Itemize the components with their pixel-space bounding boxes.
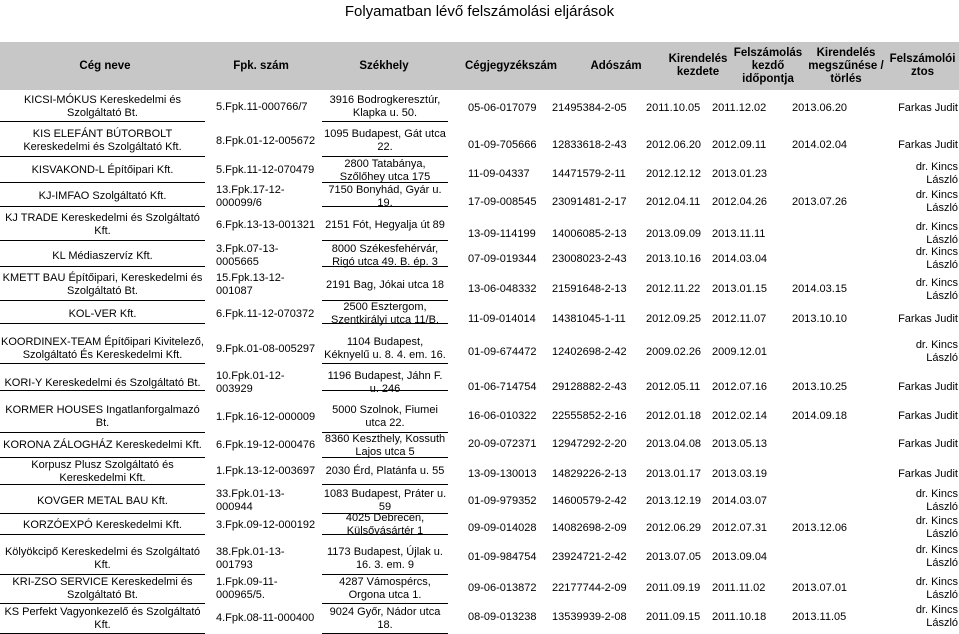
cell-km: 2014.03.15 — [792, 283, 848, 295]
cell-szek: 9024 Győr, Nádor utca 18. — [322, 604, 448, 634]
cell-fz: dr. Kincs László — [915, 189, 958, 214]
cell-cj: 08-09-013238 — [468, 610, 537, 623]
cell-kk: 2013.07.05 — [646, 550, 702, 563]
cell-cj: 13-09-130013 — [468, 468, 537, 480]
cell-cj: 16-06-010322 — [468, 409, 537, 422]
column-header-kk[interactable]: Kirendelés kezdete — [668, 53, 728, 78]
cell-ado: 14006085-2-13 — [552, 227, 627, 240]
cell-ado: 23091481-2-17 — [552, 195, 627, 208]
cell-kk: 2012.05.11 — [646, 380, 701, 393]
cell-ceg: KIS ELEFÁNT BÚTORBOLT Kereskedelmi és Szolgáltató Kft. — [0, 126, 205, 157]
cell-ado: 12947292-2-20 — [552, 437, 627, 450]
cell-fz: Farkas Judit — [898, 312, 958, 325]
cell-km — [792, 248, 852, 270]
cell-ceg: KJ TRADE Kereskedelmi és Szolgáltató Kft. — [0, 210, 205, 241]
cell-fki: 2009.12.01 — [712, 345, 768, 358]
cell-szek: 5000 Szolnok, Fiumei utca 22. — [322, 402, 448, 433]
cell-km — [792, 489, 852, 513]
cell-ceg: KOORDINEX-TEAM Építőipari Kivitelező, Szolgáltató És Kereskedelmi Kft. — [0, 335, 205, 364]
cell-szek: 8000 Székesfehérvár, Rigó utca 49. B. ép. 3 — [322, 246, 448, 267]
cell-kk: 2013.09.09 — [646, 227, 702, 240]
cell-fpk: 6.Fpk.11-12-070372 — [216, 307, 315, 320]
cell-fz: Farkas Judit — [898, 437, 958, 450]
cell-szek: 2151 Fót, Hegyalja út 89 — [322, 210, 448, 241]
cell-kk: 2013.12.19 — [646, 494, 702, 507]
cell-cj: 01-06-714754 — [468, 380, 537, 393]
cell-cj: 11-09-014014 — [468, 312, 536, 325]
cell-ado: 23924721-2-42 — [552, 550, 627, 563]
cell-km: 2013.11.05 — [792, 610, 847, 623]
cell-fki: 2013.11.11 — [712, 227, 766, 240]
page-title: Folyamatban lévő felszámolási eljárások — [344, 3, 615, 20]
cell-km — [792, 546, 852, 568]
cell-fki: 2012.09.11 — [712, 138, 767, 151]
cell-szek: 2500 Esztergom, Szentkirályi utca 11/B. — [322, 305, 448, 324]
cell-ceg: Kölyökcipő Kereskedelmi és Szolgáltató Kft. — [0, 543, 205, 575]
cell-ado: 21495384-2-05 — [552, 101, 627, 114]
cell-fz: Farkas Judit — [898, 468, 958, 480]
cell-szek: 2800 Tatabánya, Szőlőhey utca 175 — [322, 159, 448, 183]
cell-cj: 07-09-019344 — [468, 252, 537, 265]
cell-szek: 1173 Budapest, Újlak u. 16. 3. em. 9 — [322, 543, 448, 575]
cell-kk: 2013.01.17 — [646, 468, 702, 480]
cell-fz: dr. Kincs László — [915, 246, 958, 271]
cell-szek: 1196 Budapest, Jáhn F. u. 246 — [322, 376, 448, 391]
cell-ado: 29128882-2-43 — [552, 380, 627, 393]
cell-km: 2013.06.20 — [792, 101, 848, 114]
cell-cj: 01-09-674472 — [468, 345, 537, 358]
column-header-ado[interactable]: Adószám — [590, 59, 642, 72]
cell-fpk: 33.Fpk.01-13-000944 — [216, 488, 285, 513]
cell-ceg: KOL-VER Kft. — [0, 305, 205, 324]
cell-kk: 2012.11.22 — [646, 283, 701, 295]
cell-ado: 13539939-2-08 — [552, 610, 627, 623]
cell-fz: Farkas Judit — [898, 409, 958, 422]
cell-ceg: KS Perfekt Vagyonkezelő és Szolgáltató Kft. — [0, 604, 205, 634]
column-header-fz[interactable]: Felszámolói ztos — [889, 53, 956, 78]
column-header-km[interactable]: Kirendelés megszűnése / törlés — [808, 46, 884, 85]
cell-fki: 2013.01.23 — [712, 167, 768, 180]
cell-fz: Farkas Judit — [898, 101, 958, 114]
cell-ceg: Korpusz Plusz Szolgáltató és Kereskedelmi Kft. — [0, 459, 205, 485]
cell-fpk: 5.Fpk.11-12-070479 — [216, 164, 315, 176]
cell-fki: 2011.11.02 — [712, 582, 766, 594]
cell-fpk: 38.Fpk.01-13-001793 — [216, 545, 285, 571]
cell-fpk: 15.Fpk.13-12-001087 — [216, 272, 285, 297]
cell-fz: dr. Kincs László — [915, 276, 958, 302]
cell-ado: 21591648-2-13 — [552, 283, 627, 295]
table-header — [0, 42, 959, 90]
cell-km: 2013.10.10 — [792, 312, 848, 325]
cell-szek: 4287 Vámospércs, Orgona utca 1. — [322, 574, 448, 604]
cell-km — [792, 432, 852, 456]
cell-cj: 09-06-013872 — [468, 582, 537, 594]
cell-ceg: KORONA ZÁLOGHÁZ Kereskedelmi Kft. — [0, 434, 205, 458]
cell-ceg: KOVGER METAL BAU Kft. — [0, 489, 205, 514]
cell-km: 2014.09.18 — [792, 409, 848, 422]
cell-fz: dr. Kincs László — [915, 161, 958, 186]
cell-fki: 2012.07.16 — [712, 380, 768, 393]
cell-fpk: 1.Fpk.13-12-003697 — [216, 465, 316, 477]
cell-ceg: KORZÓEXPÓ Kereskedelmi Kft. — [0, 516, 205, 535]
cell-fpk: 6.Fpk.13-13-001321 — [216, 218, 316, 231]
cell-cj: 01-09-984754 — [468, 550, 537, 563]
cell-ceg: KORMER HOUSES Ingatlanforgalmazó Bt. — [0, 402, 205, 433]
cell-szek: 7150 Bonyhád, Gyár u. 19. — [322, 187, 448, 207]
cell-fz: dr. Kincs László — [915, 488, 958, 513]
cell-fki: 2012.07.31 — [712, 521, 768, 534]
cell-fpk: 8.Fpk.01-12-005672 — [216, 134, 316, 147]
cell-km: 2013.12.06 — [792, 521, 848, 534]
cell-fki: 2013.03.19 — [712, 468, 768, 480]
cell-fz: dr. Kincs László — [915, 515, 958, 540]
cell-cj: 20-09-072371 — [468, 437, 537, 450]
cell-km: 2013.07.01 — [792, 582, 848, 594]
cell-ado: 12402698-2-42 — [552, 345, 627, 358]
cell-cj: 01-09-705666 — [468, 138, 537, 151]
cell-szek: 1095 Budapest, Gát utca 22. — [322, 126, 448, 157]
cell-fki: 2012.02.14 — [712, 409, 768, 422]
cell-km — [792, 224, 852, 244]
cell-fz: dr. Kincs László — [915, 604, 958, 629]
cell-fpk: 1.Fpk.16-12-000009 — [216, 410, 316, 423]
cell-cj: 13-06-048332 — [468, 283, 537, 295]
cell-ceg: KORI-Y Kereskedelmi és Szolgáltató Bt. — [0, 376, 205, 391]
cell-fpk: 1.Fpk.09-11-000965/5. — [216, 575, 278, 601]
cell-fki: 2014.03.07 — [712, 494, 768, 507]
cell-kk: 2009.02.26 — [646, 345, 702, 358]
cell-km: 2014.02.04 — [792, 138, 848, 151]
cell-ado: 22177744-2-09 — [552, 582, 627, 594]
cell-kk: 2012.06.29 — [646, 521, 702, 534]
cell-fki: 2013.01.15 — [712, 283, 768, 295]
cell-kk: 2013.10.16 — [646, 252, 702, 265]
column-header-fpk[interactable]: Fpk. szám — [233, 59, 289, 72]
cell-km: 2013.07.26 — [792, 195, 848, 208]
cell-fz: dr. Kincs László — [915, 575, 958, 601]
column-header-cj[interactable]: Cégjegyzékszám — [464, 59, 558, 72]
column-header-fki[interactable]: Felszámolás kezdő időpontja — [733, 46, 803, 85]
cell-ceg: KJ-IMFAO Szolgáltató Kft. — [0, 187, 205, 207]
cell-fz: dr. Kincs László — [915, 544, 958, 569]
cell-fpk: 10.Fpk.01-12-003929 — [216, 370, 285, 395]
cell-szek: 8360 Keszthely, Kossuth Lajos utca 5 — [322, 434, 448, 458]
cell-cj: 01-09-979352 — [468, 494, 537, 507]
cell-fki: 2013.05.13 — [712, 437, 768, 450]
cell-fpk: 3.Fpk.07-13-0005665 — [216, 243, 279, 268]
cell-szek: 4025 Debrecen, Külsővásártér 1 — [322, 516, 448, 535]
cell-kk: 2012.06.20 — [646, 138, 702, 151]
cell-ado: 23008023-2-43 — [552, 252, 627, 265]
cell-ceg: KMETT BAU Építőipari, Kereskedelmi és Szolgáltató Bt. — [0, 270, 205, 301]
cell-fki: 2012.11.07 — [712, 312, 767, 325]
cell-ceg: KL Médiaszervíz Kft. — [0, 246, 205, 267]
cell-fki: 2014.03.04 — [712, 252, 768, 265]
cell-ado: 14082698-2-09 — [552, 521, 627, 534]
cell-ado: 14829226-2-13 — [552, 468, 627, 480]
cell-fpk: 3.Fpk.09-12-000192 — [216, 518, 316, 531]
cell-fz: dr. Kincs László — [915, 221, 958, 246]
cell-ado: 22555852-2-16 — [552, 409, 627, 422]
cell-ado: 14600579-2-42 — [552, 494, 627, 507]
cell-fki: 2011.12.02 — [712, 101, 767, 114]
cell-szek: 1083 Budapest, Práter u. 59 — [323, 488, 447, 513]
column-header-ceg[interactable]: Cég neve — [79, 59, 131, 72]
cell-fpk: 4.Fpk.08-11-000400 — [216, 612, 315, 624]
cell-fki: 2013.09.04 — [712, 550, 768, 563]
cell-km: 2013.10.25 — [792, 380, 848, 393]
cell-fki: 2012.04.26 — [712, 195, 768, 208]
cell-fz: Farkas Judit — [898, 380, 958, 393]
cell-ceg: KICSI-MÓKUS Kereskedelmi és Szolgáltató Bt. — [0, 93, 205, 122]
cell-cj: 13-09-114199 — [468, 227, 536, 240]
cell-cj: 17-09-008545 — [468, 195, 537, 208]
cell-kk: 2011.09.19 — [646, 582, 701, 594]
cell-kk: 2011.09.15 — [646, 610, 701, 623]
cell-fz: dr. Kincs László — [915, 339, 958, 364]
cell-kk: 2012.12.12 — [646, 167, 702, 180]
cell-fki: 2011.10.18 — [712, 610, 767, 623]
cell-fpk: 13.Fpk.17-12-000099/6 — [216, 183, 285, 209]
cell-szek: 2030 Érd, Platánfa u. 55 — [322, 459, 448, 485]
cell-ado: 14471579-2-11 — [552, 167, 626, 180]
cell-ceg: KRI-ZSO SERVICE Kereskedelmi és Szolgáltató Bt. — [0, 574, 205, 604]
cell-ado: 12833618-2-43 — [552, 138, 627, 151]
cell-km — [792, 338, 852, 366]
cell-km — [792, 163, 852, 185]
cell-kk: 2012.04.11 — [646, 195, 701, 208]
cell-ceg: KISVAKOND-L Építőipari Kft. — [0, 159, 205, 183]
cell-fz: Farkas Judit — [898, 138, 958, 151]
cell-fpk: 6.Fpk.19-12-000476 — [216, 439, 316, 451]
cell-km — [792, 466, 852, 483]
cell-szek: 3916 Bodrogkeresztúr, Klapka u. 50. — [322, 93, 448, 122]
cell-fpk: 5.Fpk.11-000766/7 — [216, 100, 308, 113]
column-header-szek[interactable]: Székhely — [359, 59, 409, 72]
cell-cj: 11-09-04337 — [468, 167, 530, 180]
cell-kk: 2012.01.18 — [646, 409, 702, 422]
cell-kk: 2012.09.25 — [646, 312, 702, 325]
cell-cj: 09-09-014028 — [468, 521, 537, 534]
cell-fpk: 9.Fpk.01-08-005297 — [216, 342, 316, 355]
cell-kk: 2013.04.08 — [646, 437, 702, 450]
cell-szek: 2191 Bag, Jókai utca 18 — [322, 270, 448, 301]
cell-kk: 2011.10.05 — [646, 101, 701, 114]
cell-ado: 14381045-1-11 — [552, 312, 626, 325]
cell-szek: 1104 Budapest, Kéknyelű u. 8. 4. em. 16. — [322, 335, 448, 364]
cell-cj: 05-06-017079 — [468, 101, 537, 114]
